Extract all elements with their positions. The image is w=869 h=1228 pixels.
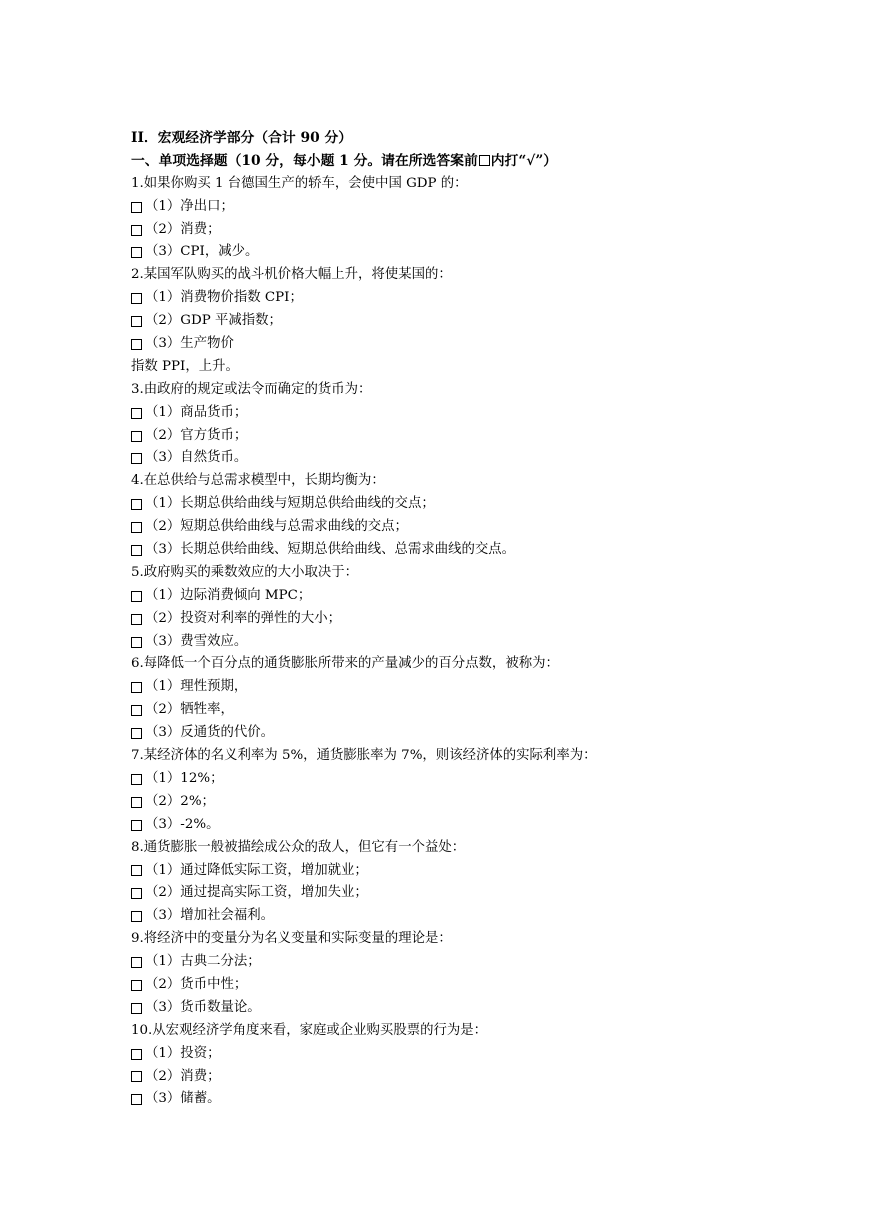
answer-option-label: （1）边际消费倾向 MPC； xyxy=(145,587,312,603)
checkbox-icon[interactable] xyxy=(131,339,142,350)
checkbox-icon[interactable] xyxy=(131,499,142,510)
question-stem: 8.通货膨胀一般被描绘成公众的敌人，但它有一个益处： xyxy=(131,839,466,855)
answer-option[interactable] xyxy=(131,425,851,448)
answer-option-label: （1）消费物价指数 CPI； xyxy=(145,290,303,306)
checkbox-icon[interactable] xyxy=(131,225,142,236)
answer-option-label: （2）短期总供给曲线与总需求曲线的交点； xyxy=(145,519,408,535)
checkbox-icon[interactable] xyxy=(131,637,142,648)
checkbox-icon[interactable] xyxy=(131,865,142,876)
answer-option[interactable] xyxy=(131,860,851,883)
question-stem: 9.将经济中的变量分为名义变量和实际变量的理论是： xyxy=(131,931,452,947)
answer-option[interactable] xyxy=(131,997,851,1020)
checkbox-icon[interactable] xyxy=(131,728,142,739)
answer-option[interactable] xyxy=(131,974,851,997)
answer-option[interactable] xyxy=(131,722,851,745)
answer-option[interactable] xyxy=(131,1043,851,1066)
answer-option[interactable] xyxy=(131,608,851,631)
checkbox-icon[interactable] xyxy=(131,202,142,213)
checkbox-icon[interactable] xyxy=(131,774,142,785)
checkbox-icon[interactable] xyxy=(131,522,142,533)
checkbox-icon[interactable] xyxy=(131,705,142,716)
answer-option-label: （2）2%； xyxy=(145,793,215,809)
question-block xyxy=(131,379,851,471)
checkbox-icon[interactable] xyxy=(131,431,142,442)
answer-box-icon xyxy=(479,155,490,166)
checkbox-icon[interactable] xyxy=(131,247,142,258)
checkbox-icon[interactable] xyxy=(131,408,142,419)
answer-option[interactable] xyxy=(131,1088,851,1111)
checkbox-icon[interactable] xyxy=(131,293,142,304)
part-heading-text: 一、单项选择题（10 分，每小题 1 分。请在所选答案前 xyxy=(131,152,478,169)
answer-option[interactable] xyxy=(131,402,851,425)
question-block xyxy=(131,173,851,265)
checkbox-icon[interactable] xyxy=(131,1071,142,1082)
answer-option-label: （2）GDP 平减指数； xyxy=(145,313,282,329)
answer-option-label: （1）长期总供给曲线与短期总供给曲线的交点； xyxy=(145,496,435,512)
answer-option-label: （3）费雪效应。 xyxy=(145,633,248,649)
answer-option-label: （2）牺牲率， xyxy=(145,702,234,718)
answer-option-label: （1）投资； xyxy=(145,1045,221,1061)
answer-option[interactable] xyxy=(131,196,851,219)
answer-option-label: （1）理性预期， xyxy=(145,679,248,695)
section-title: II．宏观经济学部分（合计 90 分） xyxy=(131,130,353,146)
question-stem: 10.从宏观经济学角度来看，家庭或企业购买股票的行为是： xyxy=(131,1022,488,1038)
answer-option-label: （2）消费； xyxy=(145,1068,221,1084)
question-block xyxy=(131,1020,851,1112)
answer-option-label: （1）商品货币； xyxy=(145,404,248,420)
exam-page xyxy=(131,127,851,1111)
answer-option[interactable] xyxy=(131,333,851,356)
checkbox-icon[interactable] xyxy=(131,911,142,922)
checkbox-icon[interactable] xyxy=(131,545,142,556)
answer-option-label: （2）通过提高实际工资，增加失业； xyxy=(145,885,368,901)
checkbox-icon[interactable] xyxy=(131,797,142,808)
question-block xyxy=(131,653,851,745)
question-block xyxy=(131,837,851,929)
answer-option[interactable] xyxy=(131,493,851,516)
checkbox-icon[interactable] xyxy=(131,1094,142,1105)
checkbox-icon[interactable] xyxy=(131,820,142,831)
answer-option-label: （2）货币中性； xyxy=(145,976,248,992)
checkbox-icon[interactable] xyxy=(131,888,142,899)
answer-option[interactable] xyxy=(131,1066,851,1089)
answer-option-label: （3）长期总供给曲线、短期总供给曲线、总需求曲线的交点。 xyxy=(145,542,516,558)
question-stem: 6.每降低一个百分点的通货膨胀所带来的产量减少的百分点数，被称为： xyxy=(131,656,559,672)
answer-option-label: （3）CPI，减少。 xyxy=(145,244,259,260)
question-stem: 4.在总供给与总需求模型中，长期均衡为： xyxy=(131,473,385,489)
answer-option[interactable] xyxy=(131,676,851,699)
question-stem: 5.政府购买的乘数效应的大小取决于： xyxy=(131,564,359,580)
answer-option[interactable] xyxy=(131,585,851,608)
answer-option-label: （1）古典二分法； xyxy=(145,954,261,970)
question-block xyxy=(131,928,851,1020)
checkbox-icon[interactable] xyxy=(131,453,142,464)
checkbox-icon[interactable] xyxy=(131,316,142,327)
question-stem: 7.某经济体的名义利率为 5%，通货膨胀率为 7%，则该经济体的实际利率为： xyxy=(131,748,597,764)
answer-option[interactable] xyxy=(131,539,851,562)
checkbox-icon[interactable] xyxy=(131,1003,142,1014)
answer-option[interactable] xyxy=(131,905,851,928)
answer-option[interactable] xyxy=(131,219,851,242)
question-stem: 1.如果你购买 1 台德国生产的轿车，会使中国 GDP 的： xyxy=(131,175,468,191)
answer-option[interactable] xyxy=(131,951,851,974)
answer-option-label: （3）反通货的代价。 xyxy=(145,725,275,741)
answer-option[interactable] xyxy=(131,241,851,264)
answer-option[interactable] xyxy=(131,768,851,791)
answer-option-label: （3）-2%。 xyxy=(145,816,220,832)
answer-option[interactable] xyxy=(131,631,851,654)
answer-option[interactable] xyxy=(131,516,851,539)
answer-option-label: （3）货币数量论。 xyxy=(145,999,261,1015)
answer-option-label: （3）储蓄。 xyxy=(145,1091,221,1107)
answer-option-label: （3）增加社会福利。 xyxy=(145,908,275,924)
answer-option-label: （2）消费； xyxy=(145,221,221,237)
answer-option-label: （3）自然货币。 xyxy=(145,450,248,466)
answer-option-label: （1）通过降低实际工资，增加就业； xyxy=(145,862,368,878)
part-heading-text-end: 内打“√”） xyxy=(490,152,558,169)
answer-option[interactable] xyxy=(131,287,851,310)
checkbox-icon[interactable] xyxy=(131,614,142,625)
checkbox-icon[interactable] xyxy=(131,591,142,602)
checkbox-icon[interactable] xyxy=(131,682,142,693)
checkbox-icon[interactable] xyxy=(131,980,142,991)
question-stem: 3.由政府的规定或法令而确定的货币为： xyxy=(131,381,372,397)
checkbox-icon[interactable] xyxy=(131,1049,142,1060)
answer-option-label: （2）投资对利率的弹性的大小； xyxy=(145,610,341,626)
question-block xyxy=(131,745,851,837)
answer-option[interactable] xyxy=(131,699,851,722)
answer-option[interactable] xyxy=(131,791,851,814)
answer-option-label: （3）生产物价 xyxy=(145,336,234,352)
answer-option[interactable] xyxy=(131,814,851,837)
answer-option-label: （1）净出口； xyxy=(145,198,234,214)
checkbox-icon[interactable] xyxy=(131,957,142,968)
answer-option-continuation: 指数 PPI，上升。 xyxy=(131,358,239,374)
question-block xyxy=(131,470,851,562)
answer-option-label: （2）官方货币； xyxy=(145,427,248,443)
question-list xyxy=(131,173,851,1112)
answer-option-label: （1）12%； xyxy=(145,770,224,786)
part-heading xyxy=(131,150,851,173)
question-stem: 2.某国军队购买的战斗机价格大幅上升，将使某国的： xyxy=(131,267,452,283)
answer-option[interactable] xyxy=(131,882,851,905)
question-block xyxy=(131,264,851,378)
question-block xyxy=(131,562,851,654)
answer-option[interactable] xyxy=(131,447,851,470)
answer-option[interactable] xyxy=(131,310,851,333)
